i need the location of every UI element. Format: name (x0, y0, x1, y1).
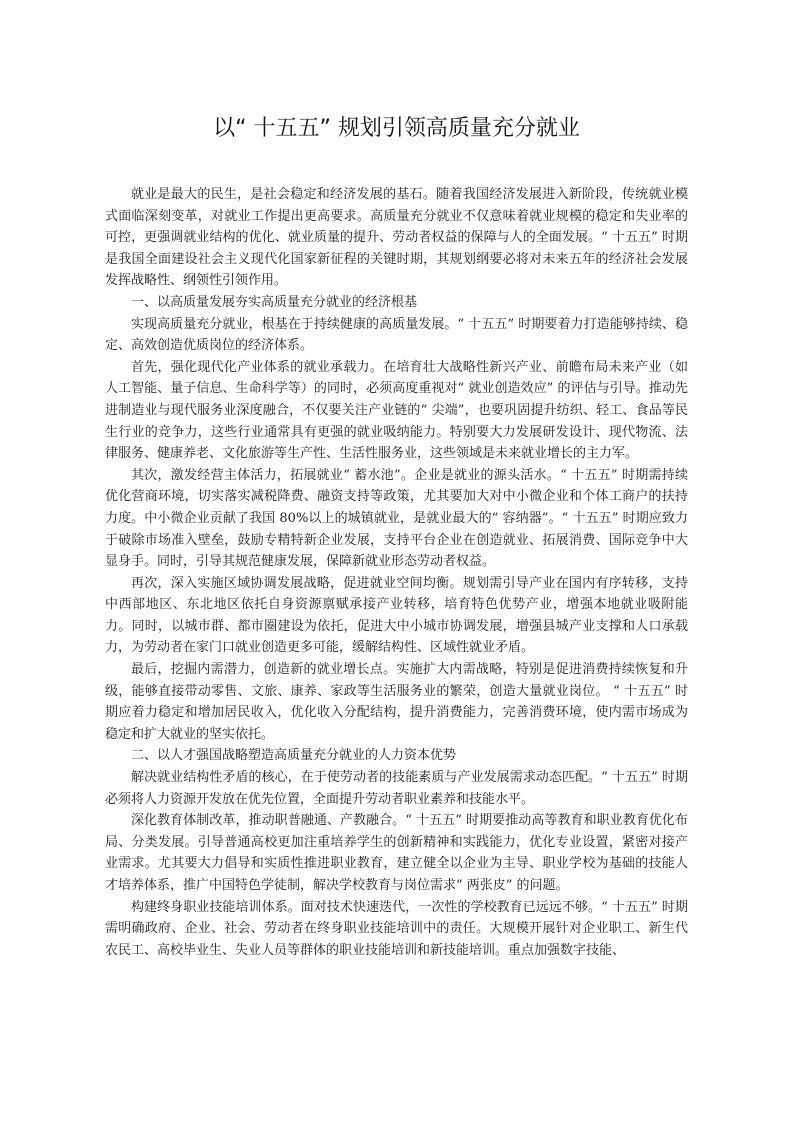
paragraph: 再次，深入实施区域协调发展战略，促进就业空间均衡。规划需引导产业在国内有序转移，支持中西部地区、东北地区依托自身资源禀赋承接产业转移，培育特色优势产业，增强本地就业吸附能力。同时，以城市群、都市圈建设为依托，促进大中小城市协调发展，增强县城产业支撑和人口承载力，为劳动者在家门口就业创造更多可能，缓解结构性、区域性就业矛盾。 (105, 575, 688, 656)
paragraph: 就业是最大的民生，是社会稳定和经济发展的基石。随着我国经济发展进入新阶段，传统就业模式面临深刻变革，对就业工作提出更高要求。高质量充分就业不仅意味着就业规模的稳定和失业率的可控，更强调就业结构的优化、就业质量的提升、劳动者权益的保障与人的全面发展。“ 十五五” 时期是我国全面建设社会主义现代化国家新征程的关键时期，其规划纲要必将对未来五年的经济社会发展发挥战略性、纲领性引领作用。 (105, 187, 688, 289)
paragraph: 其次，激发经营主体活力，拓展就业“ 蓄水池”。企业是就业的源头活水。“ 十五五” 时期需持续优化营商环境，切实落实减税降费、融资支持等政策，尤其要加大对中小微企业和个体工商户的扶持力度。中小微企业贡献了我国 80%以上的城镇就业，是就业最大的“ 容纳器”。“ 十五五” 时期应致力于破除市场准入壁垒，鼓励专精特新企业发展，支持平台企业在创造就业、拓展消费、国际竞争中大显身手。同时，引导其规范健康发展，保障新就业形态劳动者权益。 (105, 467, 688, 570)
paragraph: 首先，强化现代化产业体系的就业承载力。在培育壮大战略性新兴产业、前瞻布局未来产业（如人工智能、量子信息、生命科学等）的同时，必须高度重视对“ 就业创造效应” 的评估与引导。推动先进制造业与现代服务业深度融合，不仅要关注产业链的“ 尖端”，也要巩固提升纺织、轻工、食品等民生行业的竞争力，这些行业通常具有更强的就业吸纳能力。特别要大力发展研发设计、现代物流、法律服务、健康养老、文化旅游等生产性、生活性服务业，这些领域是未来就业增长的主力军。 (105, 359, 688, 462)
paragraph: 实现高质量充分就业，根基在于持续健康的高质量发展。“ 十五五” 时期要着力打造能够持续、稳定、高效创造优质岗位的经济体系。 (105, 316, 688, 354)
paragraph: 构建终身职业技能培训体系。面对技术快速迭代，一次性的学校教育已远远不够。“ 十五五” 时期需明确政府、企业、社会、劳动者在终身职业技能培训中的责任。大规模开展针对企业职工、新生代农民工、高校毕业生、失业人员等群体的职业技能培训和新技能培训。重点加强数字技能、 (105, 899, 688, 958)
paragraph: 深化教育体制改革，推动职普融通、产教融合。“ 十五五” 时期要推动高等教育和职业教育优化布局、分类发展。引导普通高校更加注重培养学生的创新精神和实践能力，优化专业设置，紧密对接产业需求。尤其要大力倡导和实质性推进职业教育，建立健全以企业为主导、职业学校为基础的技能人才培养体系，推广中国特色学徒制，解决学校教育与岗位需求“ 两张皮” 的问题。 (105, 813, 688, 893)
section-heading: 二、以人才强国战略塑造高质量充分就业的人力资本优势 (131, 748, 457, 764)
paragraph: 最后，挖掘内需潜力，创造新的就业增长点。实施扩大内需战略，特别是促进消费持续恢复和升级，能够直接带动零售、文旅、康养、家政等生活服务业的繁荣，创造大量就业岗位。 “ 十五五” 时期应着力稳定和增加居民收入，优化收入分配结构，提升消费能力，完善消费环境，使内需市场成为稳定和扩大就业的坚实依托。 (105, 662, 688, 742)
paragraph: 解决就业结构性矛盾的核心，在于使劳动者的技能素质与产业发展需求动态匹配。“ 十五五” 时期必须将人力资源开发放在优先位置，全面提升劳动者职业素养和技能水平。 (105, 770, 688, 807)
section-heading: 一、以高质量发展夯实高质量充分就业的经济根基 (131, 294, 418, 310)
document-title: 以“ 十五五” 规划引领高质量充分就业 (213, 116, 580, 141)
document-body (105, 184, 688, 961)
